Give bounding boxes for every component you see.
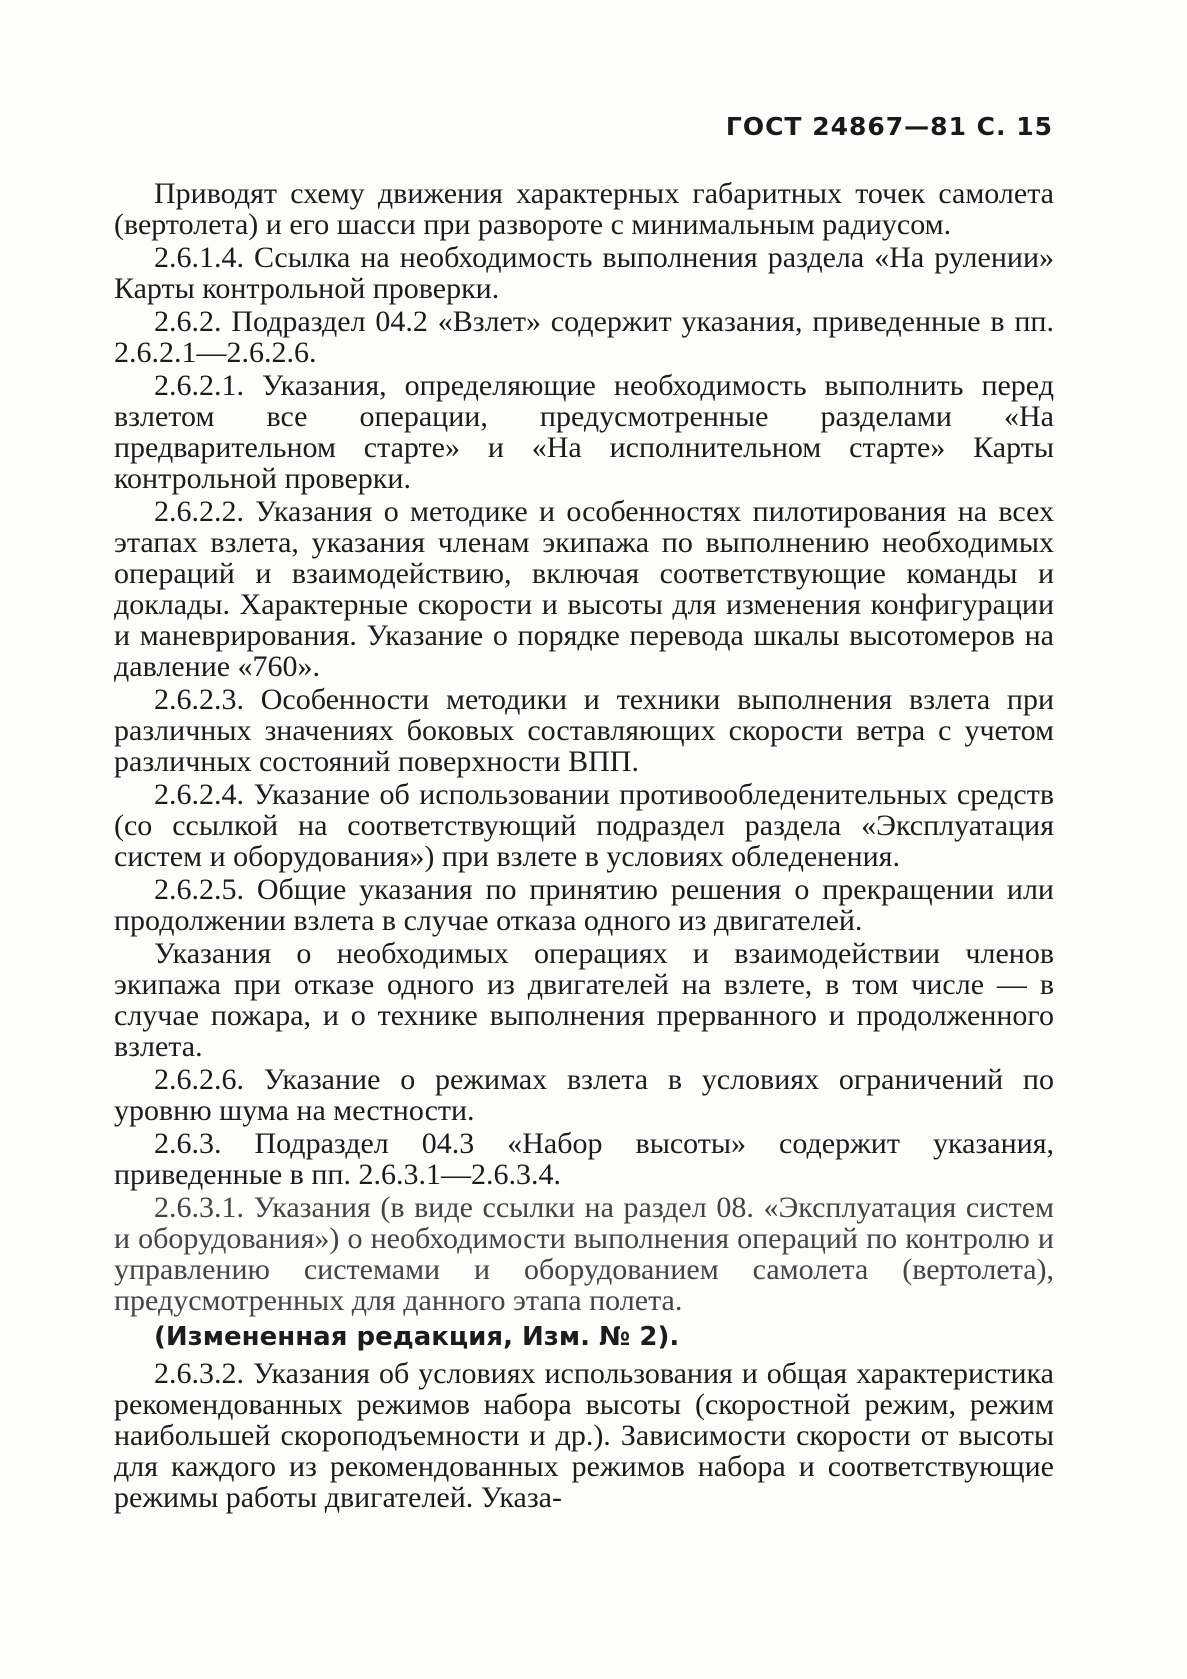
paragraph: 2.6.2. Подраздел 04.2 «Взлет» содержит указания, приведенные в пп. 2.6.2.1—2.6.2.6.: [114, 305, 1054, 369]
document-body: [114, 178, 1054, 1515]
paragraph: 2.6.3. Подраздел 04.3 «Набор высоты» содержит указания, приведенные в пп. 2.6.3.1—2.6.3.4.: [114, 1127, 1054, 1191]
page-header: ГОСТ 24867—81 С. 15: [725, 112, 1053, 141]
amendment-note: (Измененная редакция, Изм. № 2).: [154, 1322, 680, 1352]
paragraph: 2.6.3.2. Указания об условиях использования и общая характеристика рекомендованных режимов набора высоты (скоростной режим, режим наибольшей скороподъемности и др.). Зависимости скорости от высоты для каждого из рекомендованных режимов набора и соответствующие режимы работы двигателей. Указа-: [114, 1357, 1054, 1514]
paragraph: Приводят схему движения характерных габаритных точек самолета (вертолета) и его шасси при развороте с минимальным радиусом.: [114, 177, 1054, 241]
paragraph: 2.6.2.6. Указание о режимах взлета в условиях ограничений по уровню шума на местности.: [114, 1063, 1054, 1127]
paragraph: 2.6.2.5. Общие указания по принятию решения о прекращении или продолжении взлета в случае отказа одного из двигателей.: [114, 873, 1054, 937]
paragraph: 2.6.2.4. Указание об использовании противообледенительных средств (со ссылкой на соответствующий подраздел раздела «Эксплуатация систем и оборудования») при взлете в условиях обледенения.: [114, 778, 1054, 873]
paragraph: Указания о необходимых операциях и взаимодействии членов экипажа при отказе одного из двигателей на взлете, в том числе — в случае пожара, и о технике выполнения прерванного и продолженного взлета.: [114, 937, 1054, 1063]
paragraph: 2.6.2.2. Указания о методике и особенностях пилотирования на всех этапах взлета, указания членам экипажа по выполнению необходимых операций и взаимодействию, включая соответствующие команды и доклады. Характерные скорости и высоты для изменения конфигурации и маневрирования. Указание о порядке перевода шкалы высотомеров на давление «760».: [114, 495, 1054, 683]
paragraph: 2.6.2.3. Особенности методики и техники выполнения взлета при различных значениях боковых составляющих скорости ветра с учетом различных состояний поверхности ВПП.: [114, 683, 1054, 778]
paragraph: 2.6.1.4. Ссылка на необходимость выполнения раздела «На рулении» Карты контрольной проверки.: [114, 241, 1054, 305]
paragraph: 2.6.2.1. Указания, определяющие необходимость выполнить перед взлетом все операции, предусмотренные разделами «На предварительном старте» и «На исполнительном старте» Карты контрольной проверки.: [114, 369, 1054, 495]
paragraph: 2.6.3.1. Указания (в виде ссылки на раздел 08. «Эксплуатация систем и оборудования») о необходимости выполнения операций по контролю и управлению системами и оборудованием самолета (вертолета), предусмотренных для данного этапа полета.: [114, 1191, 1054, 1317]
